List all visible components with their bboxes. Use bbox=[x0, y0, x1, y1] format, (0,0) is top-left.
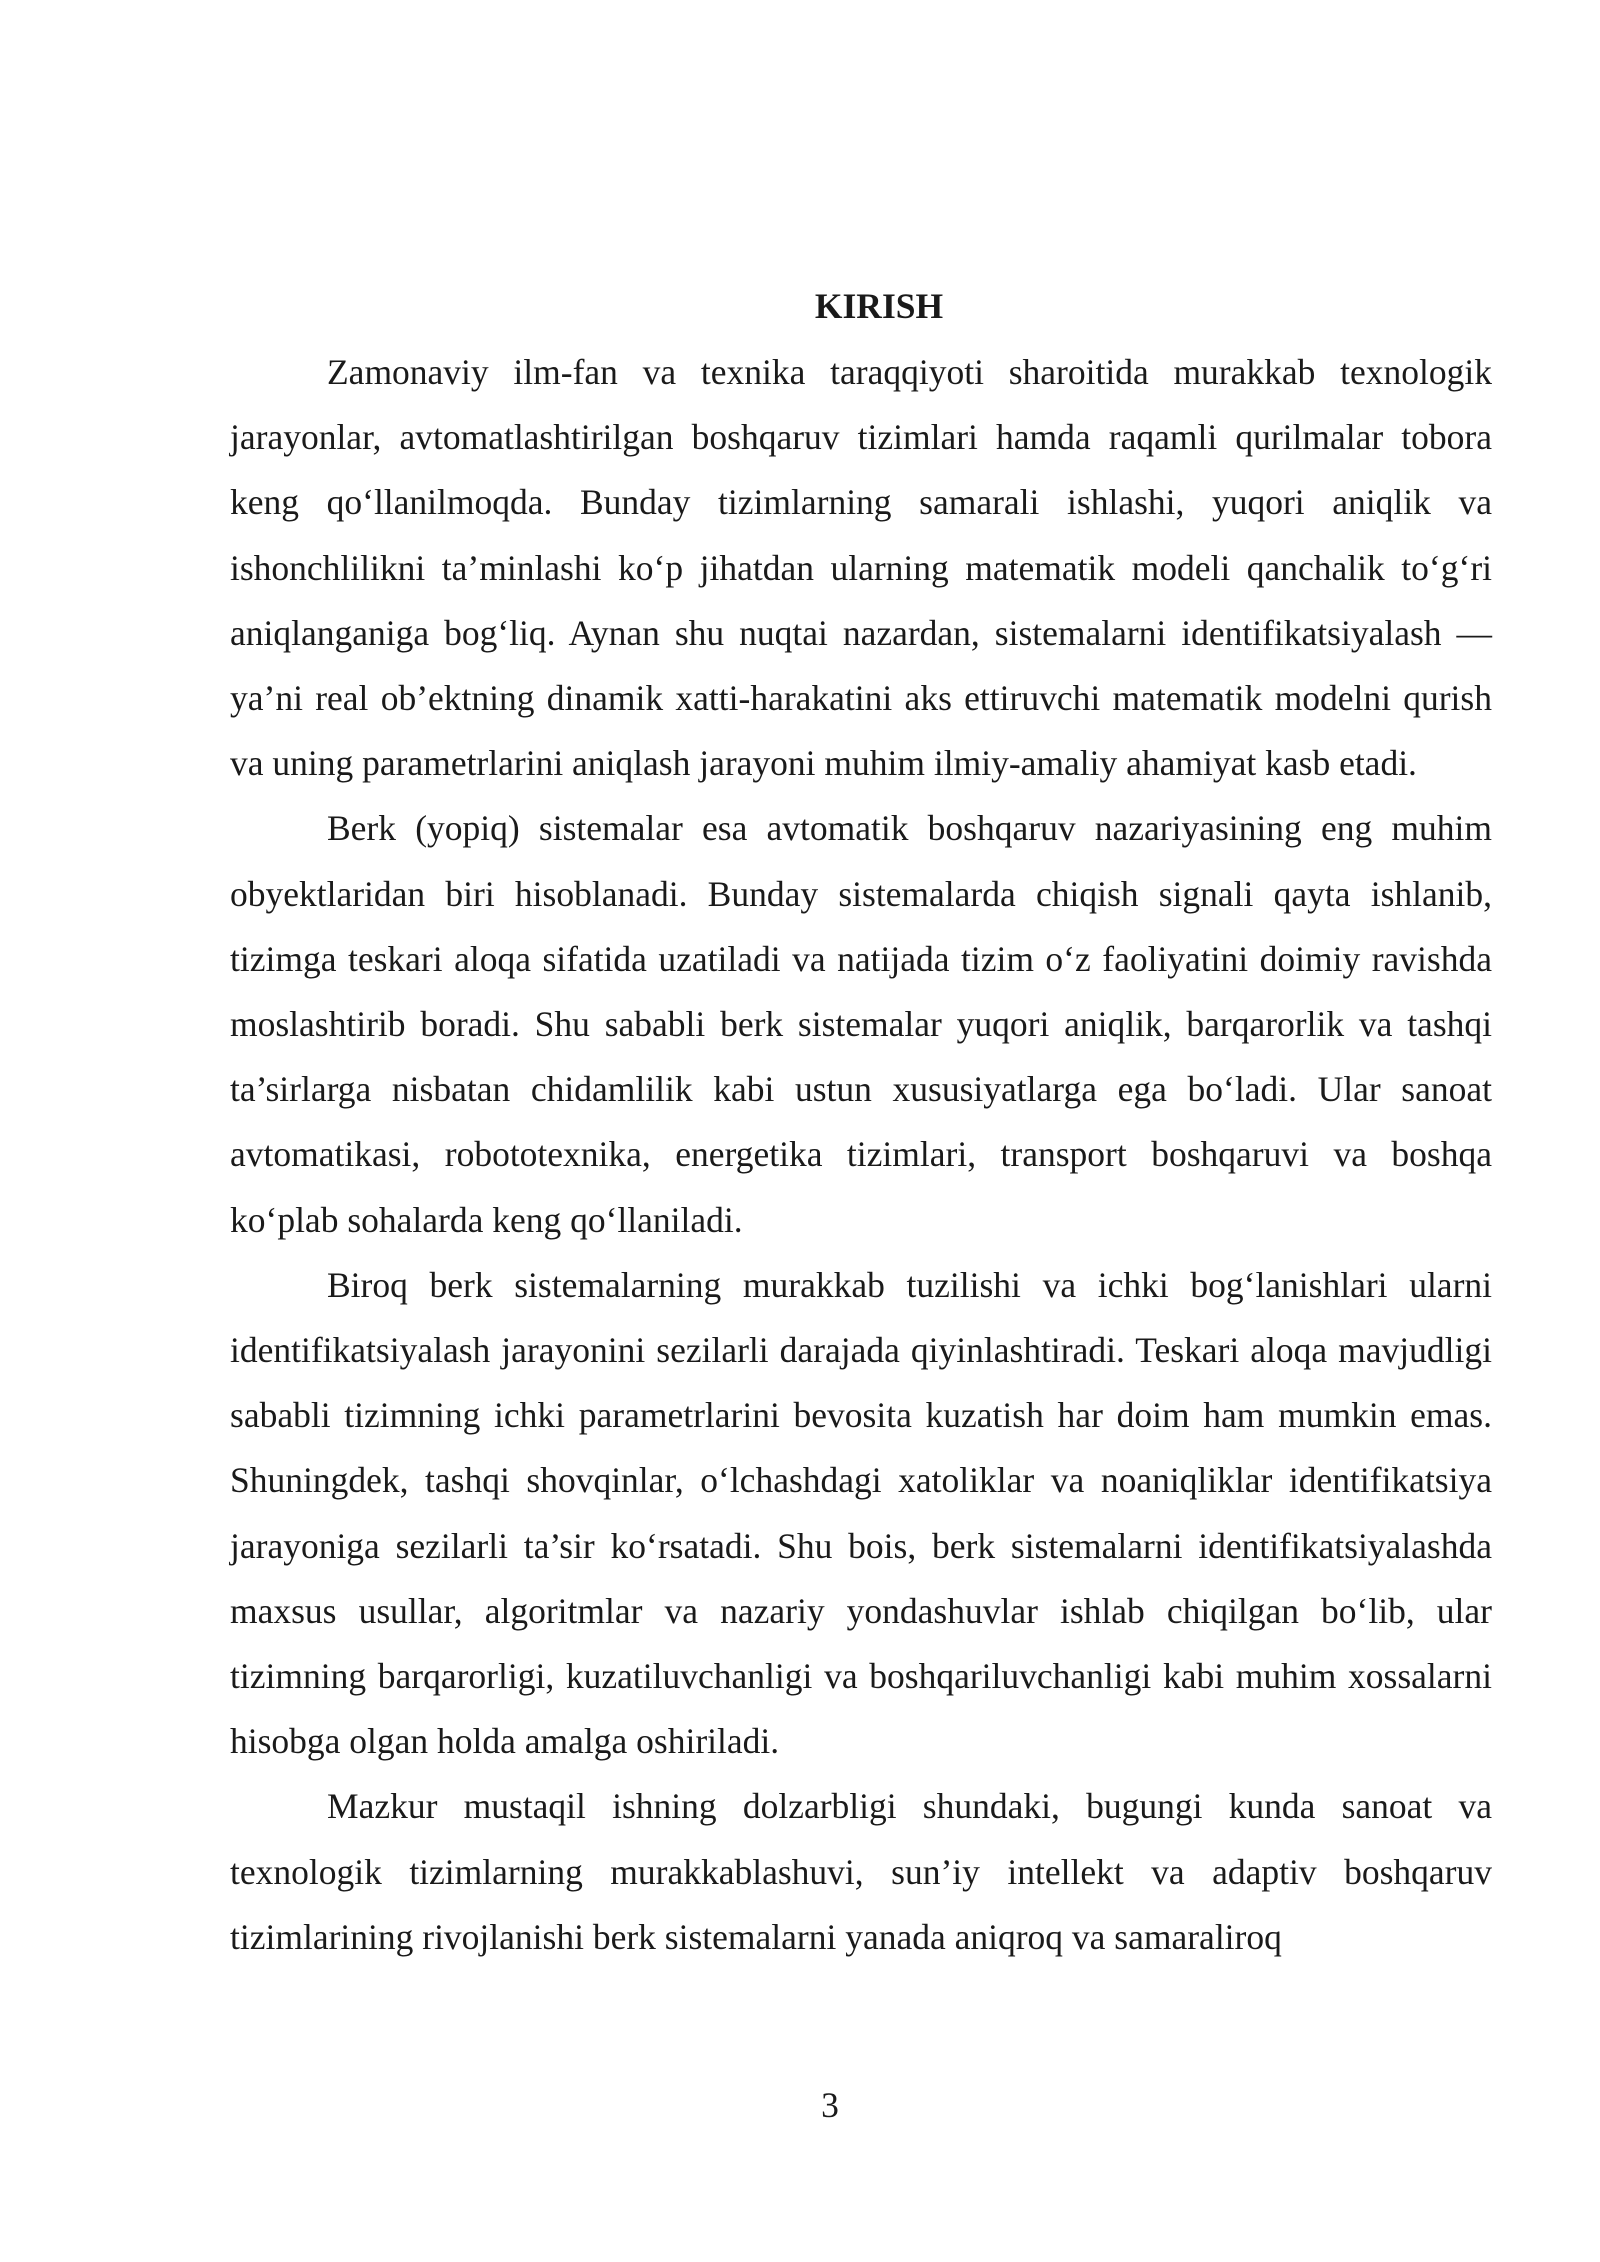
paragraph-identification-challenges: Biroq berk sistemalarning murakkab tuzilishi va ichki bog‘lanishlari ularni identifikatsiyalash jarayonini sezilarli darajada qiyinlashtiradi. Teskari aloqa mavjudligi sababli tizimning ichki parametrlarini bevosita kuzatish har doim ham mumkin emas. Shuningdek, tashqi shovqinlar, o‘lchashdagi xatoliklar va noaniqliklar identifikatsiya jarayoniga sezilarli ta’sir ko‘rsatadi. Shu bois, berk sistemalarni identifikatsiyalashda maxsus usullar, algoritmlar va nazariy yondashuvlar ishlab chiqilgan bo‘lib, ular tizimning barqarorligi, kuzatiluvchanligi va boshqariluvchanligi kabi muhim xossalarni hisobga olgan holda amalga oshiriladi. bbox=[230, 1264, 1492, 1762]
paragraph-relevance: Mazkur mustaqil ishning dolzarbligi shundaki, bugungi kunda sanoat va texnologik tizimlarning murakkablashuvi, sun’iy intellekt va adaptiv boshqaruv tizimlarining rivojlanishi berk sistemalarni yanada aniqroq va samaraliroq bbox=[230, 1786, 1492, 1957]
page-content bbox=[230, 280, 1492, 1970]
paragraph-intro: Zamonaviy ilm-fan va texnika taraqqiyoti sharoitida murakkab texnologik jarayonlar, avtomatlashtirilgan boshqaruv tizimlari hamda raqamli qurilmalar tobora keng qo‘llanilmoqda. Bunday tizimlarning samarali ishlashi, yuqori aniqlik va ishonchlilikni ta’minlashi ko‘p jihatdan ularning matematik modeli qanchalik to‘g‘ri aniqlanganiga bog‘liq. Aynan shu nuqtai nazardan, sistemalarni identifikatsiyalash — ya’ni real ob’ektning dinamik xatti-harakatini aks ettiruvchi matematik modelni qurish va uning parametrlarini aniqlash jarayoni muhim ilmiy-amaliy ahamiyat kasb etadi. bbox=[230, 352, 1492, 784]
section-title: KIRISH bbox=[814, 286, 944, 326]
paragraph-closed-systems: Berk (yopiq) sistemalar esa avtomatik boshqaruv nazariyasining eng muhim obyektlaridan biri hisoblanadi. Bunday sistemalarda chiqish signali qayta ishlanib, tizimga teskari aloqa sifatida uzatiladi va natijada tizim o‘z faoliyatini doimiy ravishda moslashtirib boradi. Shu sababli berk sistemalar yuqori aniqlik, barqarorlik va tashqi ta’sirlarga nisbatan chidamlilik kabi ustun xususiyatlarga ega bo‘ladi. Ular sanoat avtomatikasi, robototexnika, energetika tizimlari, transport boshqaruvi va boshqa ko‘plab sohalarda keng qo‘llaniladi. bbox=[230, 808, 1492, 1240]
page-number: 3 bbox=[821, 2085, 839, 2125]
